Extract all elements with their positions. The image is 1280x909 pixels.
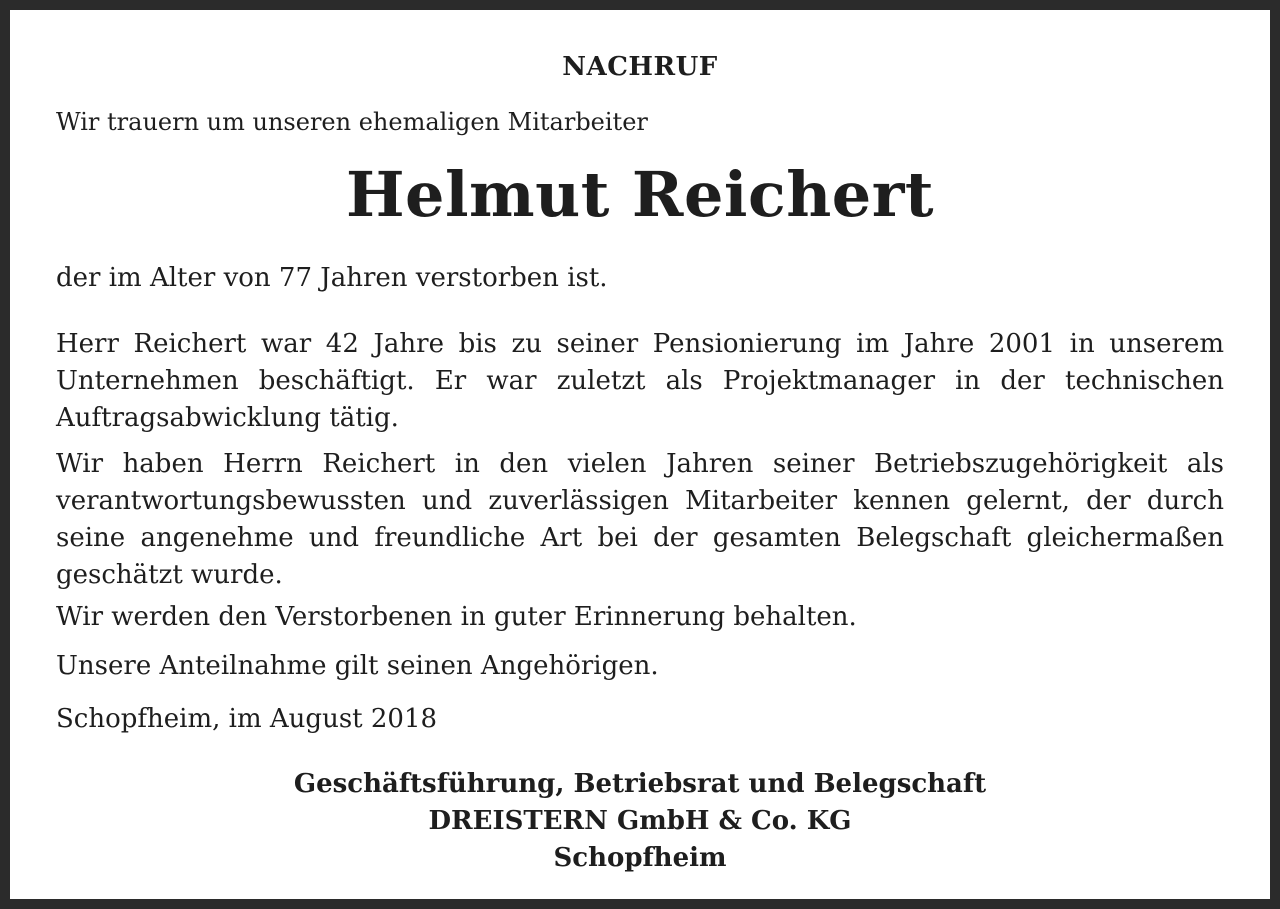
career-paragraph: Herr Reichert war 42 Jahre bis zu seiner Pensionierung im Jahre 2001 in unserem Unternehmen beschäftigt. Er war zuletzt als Projektmanager in der technischen Auftragsabwicklung tätig. — [56, 329, 1224, 433]
deceased-name: Helmut Reichert — [345, 158, 935, 231]
signature-location: Schopfheim — [553, 843, 727, 873]
remembrance-line: Wir werden den Verstorbenen in guter Erinnerung behalten. — [56, 602, 857, 632]
condolence-line: Unsere Anteilnahme gilt seinen Angehörigen. — [56, 651, 659, 681]
signature-company-name: DREISTERN GmbH & Co. KG — [428, 806, 852, 836]
signature-line-management: Geschäftsführung, Betriebsrat und Belegschaft — [293, 769, 987, 799]
intro-text: Wir trauern um unseren ehemaligen Mitarbeiter — [56, 108, 648, 136]
place-date-line: Schopfheim, im August 2018 — [56, 704, 438, 734]
appreciation-paragraph: Wir haben Herrn Reichert in den vielen Jahren seiner Betriebszugehörigkeit als verantwortungsbewussten und zuverlässigen Mitarbeiter kennen gelernt, der durch seine angenehme und freundliche Art bei der gesamten Belegschaft gleichermaßen geschätzt wurde. — [56, 449, 1224, 590]
age-line: der im Alter von 77 Jahren verstorben ist. — [56, 263, 608, 293]
notice-heading: NACHRUF — [562, 52, 718, 82]
signature-block — [10, 766, 1270, 877]
